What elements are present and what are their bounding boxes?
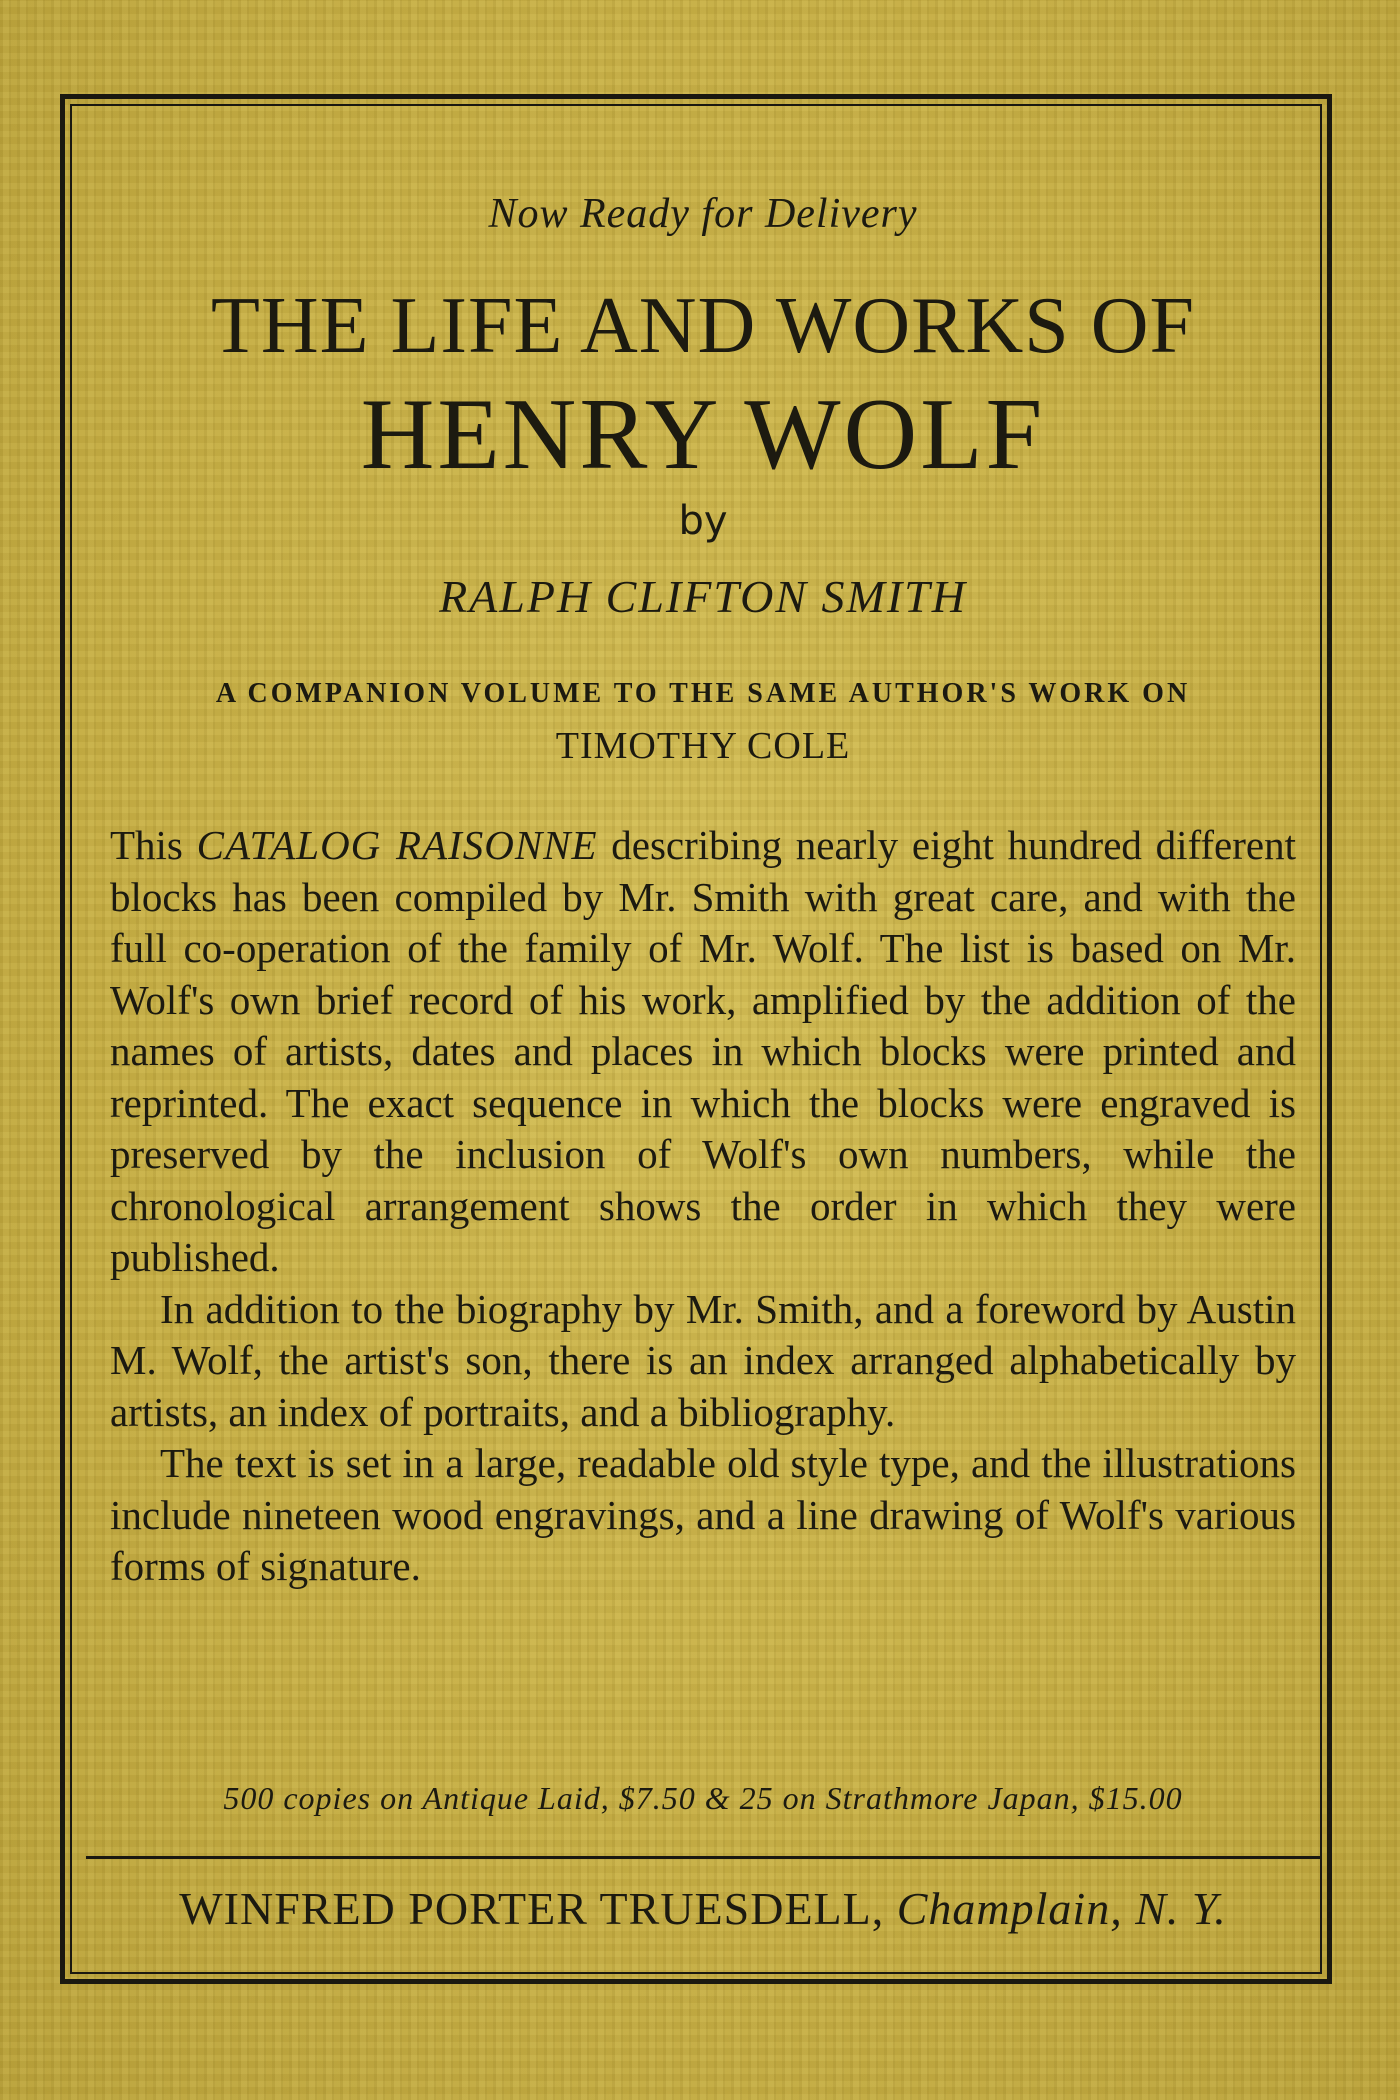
companion-subject: TIMOTHY COLE [555, 725, 851, 767]
description-paragraph-1 [110, 820, 1296, 1284]
paragraph-1-start: This [110, 822, 197, 868]
companion-volume-note: A COMPANION VOLUME TO THE SAME AUTHOR'S WORK ON [215, 678, 1191, 709]
publisher-place: Champlain, N. Y. [896, 1883, 1227, 1934]
divider-rule [86, 1856, 1322, 1859]
announcement: Now Ready for Delivery [488, 191, 918, 237]
description-body [110, 820, 1296, 1593]
paragraph-1-rest: describing nearly eight hundred different blocks has been compiled by Mr. Smith with great care, and with the full co-operation of the family of Mr. Wolf. The list is based on Mr. Wolf's own brief record of his work, amplified by the addition of the names of artists, dates and places in which blocks were printed and reprinted. The exact sequence in which the blocks were engraved is preserved by the inclusion of Wolf's own numbers, while the chronological arrangement shows the order in which they were published. [110, 822, 1296, 1280]
by-label: by [678, 498, 728, 544]
author-name: RALPH CLIFTON SMITH [439, 571, 967, 622]
publisher-name: WINFRED PORTER TRUESDELL, [179, 1883, 885, 1934]
advertisement-content [110, 190, 1296, 1593]
pricing-line: 500 copies on Antique Laid, $7.50 & 25 on Strathmore Japan, $15.00 [223, 1780, 1183, 1816]
description-paragraph-2: In addition to the biography by Mr. Smith, and a foreword by Austin M. Wolf, the artist's son, there is an index arranged alphabetically by artists, an index of portraits, and a bibliography. [110, 1285, 1296, 1435]
catalog-raisonne-term: CATALOG RAISONNE [196, 822, 598, 868]
title-line-2: HENRY WOLF [360, 378, 1046, 491]
publisher-line [110, 1882, 1296, 1935]
description-paragraph-3: The text is set in a large, readable old style type, and the illustrations include nineteen wood engravings, and a line drawing of Wolf's various forms of signature. [110, 1440, 1296, 1589]
title-line-1: THE LIFE AND WORKS OF [210, 282, 1195, 370]
